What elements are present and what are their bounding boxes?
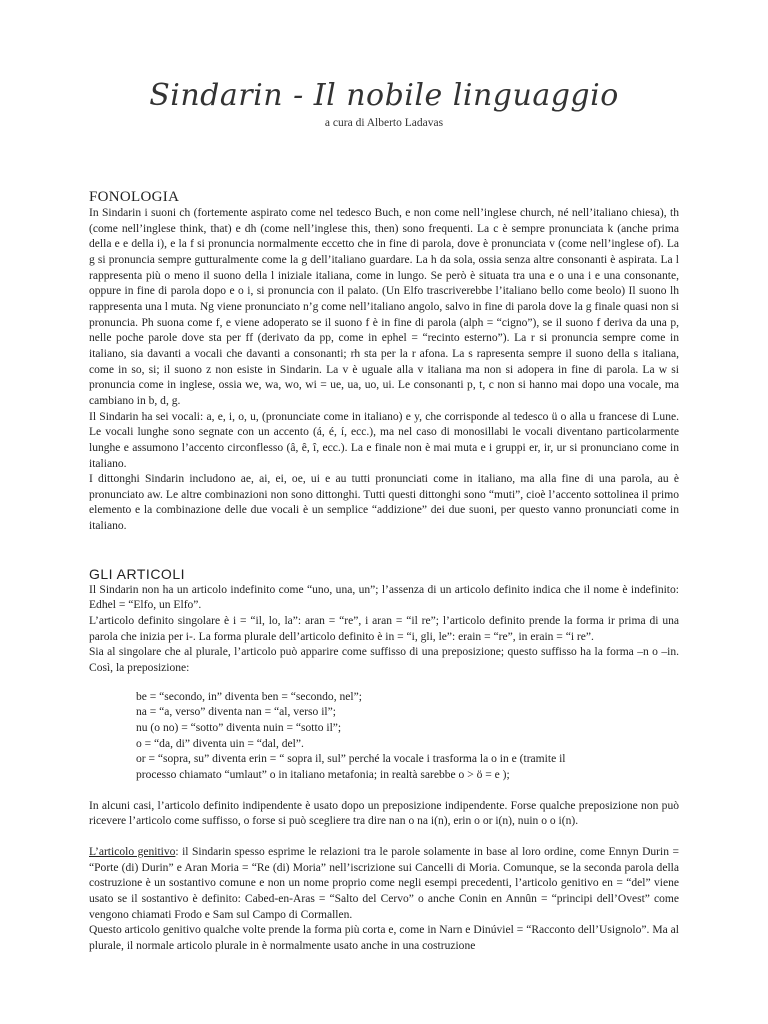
articoli-paragraph-3: Sia al singolare che al plurale, l’articolo può apparire come suffisso di una preposizione; questo suffisso ha la forma –n o –in. Così, la preposizione: [89, 646, 679, 675]
articoli-paragraph-5 [89, 845, 679, 923]
document-body [89, 188, 679, 955]
example-line: or = “sopra, su” diventa erin = “ sopra il, sul” perché la vocale i trasforma la o in e (tramite il [136, 753, 566, 766]
genitive-article-label: L’articolo genitivo [89, 845, 176, 858]
section-heading-articoli: GLI ARTICOLI [89, 565, 185, 582]
fonologia-paragraph-1: In Sindarin i suoni ch (fortemente aspirato come nel tedesco Buch, e non come nell’inglese church, né nell’italiano chiesa), th (come nell’inglese think, that) e dh (come nell’inglese this, then) sono frequenti. La c è sempre pronunciata k (anche prima della e e della i), e la f si pronuncia normalmente eccetto che in fine di parola, dove è pronunciata v (come nell’inglese of). La g si pronuncia sempre gutturalmente come la g dell’italiano guardare. La h da sola, ossia senza altre consonanti è aspirata. La l rappresenta più o meno il suono della l iniziale italiana, come in lungo. Se però è situata tra una e o una i e una consonante, oppure in fine di parola dopo e o i, si pronuncia con il palato. (Un Elfo trascriverebbe l’italiano bello come beolo) Il suono lh rappresenta una l muta. Ng viene pronunciato n’g come nell’italiano angolo, salvo in fine di parola dove la g finale quasi non si pronuncia. Ph suona come f, e viene adoperato se il suono f è in fine di parola (alph = “cigno”), se il suono f deriva da una p, nelle poche parole dove sta per ff (derivato da pp, come in ephel = “recinto esterno”). La r si pronuncia sempre come in italiano, sia davanti a vocali che davanti a consonanti; rh sta per la r afona. La s rapresenta sempre il suono della s italiana, come in so, si; il suono z non esiste in Sindarin. La v è uguale alla v italiana ma non si adopera in fine di parola. La w si pronuncia come in inglese, ossia we, wa, wo, wi = ue, ua, uo, ui. Le consonanti p, t, c non si hanno mai dopo una vocale, ma cambiano in b, d, g. [89, 207, 679, 407]
document-subtitle: a cura di Alberto Ladavas [324, 117, 444, 129]
genitive-article-text: : il Sindarin spesso esprime le relazioni tra le parole solamente in base al loro ordine, come Ennyn Durin = “Porte (di) Durin” e Aran Moria = “Re (di) Moria” nell’iscrizione sui Cancelli di Moria. Comunque, se la seconda parola della costruzione è un sostantivo comune e non un nome proprio come negli esempi precedenti, l’articolo genitivo en = “del” viene usato se il sostantivo è definito: Cabed-en-Aras = “Salto del Cervo” o anche Conin en Annûn = “principi dell’Ovest” come vengono chiamati Frodo e Sam sul Campo di Cormallen. [89, 845, 679, 921]
articoli-paragraph-1: Il Sindarin non ha un articolo indefinito come “uno, una, un”; l’assenza di un articolo definito indica che il nome è indefinito: Edhel = “Elfo, un Elfo”. [89, 583, 679, 612]
fonologia-paragraph-2: Il Sindarin ha sei vocali: a, e, i, o, u, (pronunciate come in italiano) e y, che corrisponde al tedesco ü o alla u francese di Lune. Le vocali lunghe sono segnate con un accento (á, é, í, ecc.), ma nel caso di monosillabi le vocali diventano particolarmente lunghe e assumono l’accento circonflesso (â, ê, î, ecc.). La e finale non è mai muta e i gruppi er, ir, ur si pronunciano come in italiano. [89, 410, 679, 470]
example-line: processo chiamato “umlaut” o in italiano metafonia; in realtà sarebbe o > ö = e ); [136, 769, 510, 781]
example-line: be = “secondo, in” diventa ben = “secondo, nel”; [136, 690, 362, 703]
articoli-paragraph-2: L’articolo definito singolare è i = “il, lo, la”: aran = “re”, i aran = “il re”; l’articolo definito prende la forma ir prima di una parola che inizia per i-. La forma plurale dell’articolo definito è in = “i, gli, le”: erain = “re”, in erain = “i re”. [89, 615, 679, 643]
section-heading-fonologia: FONOLOGIA [89, 189, 180, 205]
articoli-paragraph-6: Questo articolo genitivo qualche volte prende la forma più corta e, come in Narn e Dinúviel = “Racconto dell’Usignolo”. Ma al plurale, il normale articolo plurale in è normalmente usato anche in una costruzione [89, 924, 679, 952]
example-line: nu (o no) = “sotto” diventa nuin = “sotto il”; [136, 722, 342, 735]
document-title: Sindarin - Il nobile linguaggio [149, 78, 619, 113]
articoli-paragraph-4: In alcuni casi, l’articolo definito indipendente è usato dopo un preposizione indipendente. Forse qualche preposizione non può ricevere l’articolo come suffisso, o forse si può scegliere tra dire nan o na i(n), erin o or i(n), nuin o o i(n). [89, 799, 679, 828]
example-line: na = “a, verso” diventa nan = “al, verso il”; [136, 706, 336, 719]
fonologia-paragraph-3: I dittonghi Sindarin includono ae, ai, ei, oe, ui e au tutti pronunciati come in italiano, ma alla fine di una parola, au è pronunciato aw. Le altre combinazioni non sono dittonghi. Tutti questi dittonghi sono “muti”, cioè l’accento sottolinea il primo elemento e la combinazione delle due vocali è un semplice “addizione” dei due suoni, per questo vanno pronunciati come in italiano. [89, 473, 679, 533]
example-line: o = “da, di” diventa uin = “dal, del”. [136, 737, 304, 750]
